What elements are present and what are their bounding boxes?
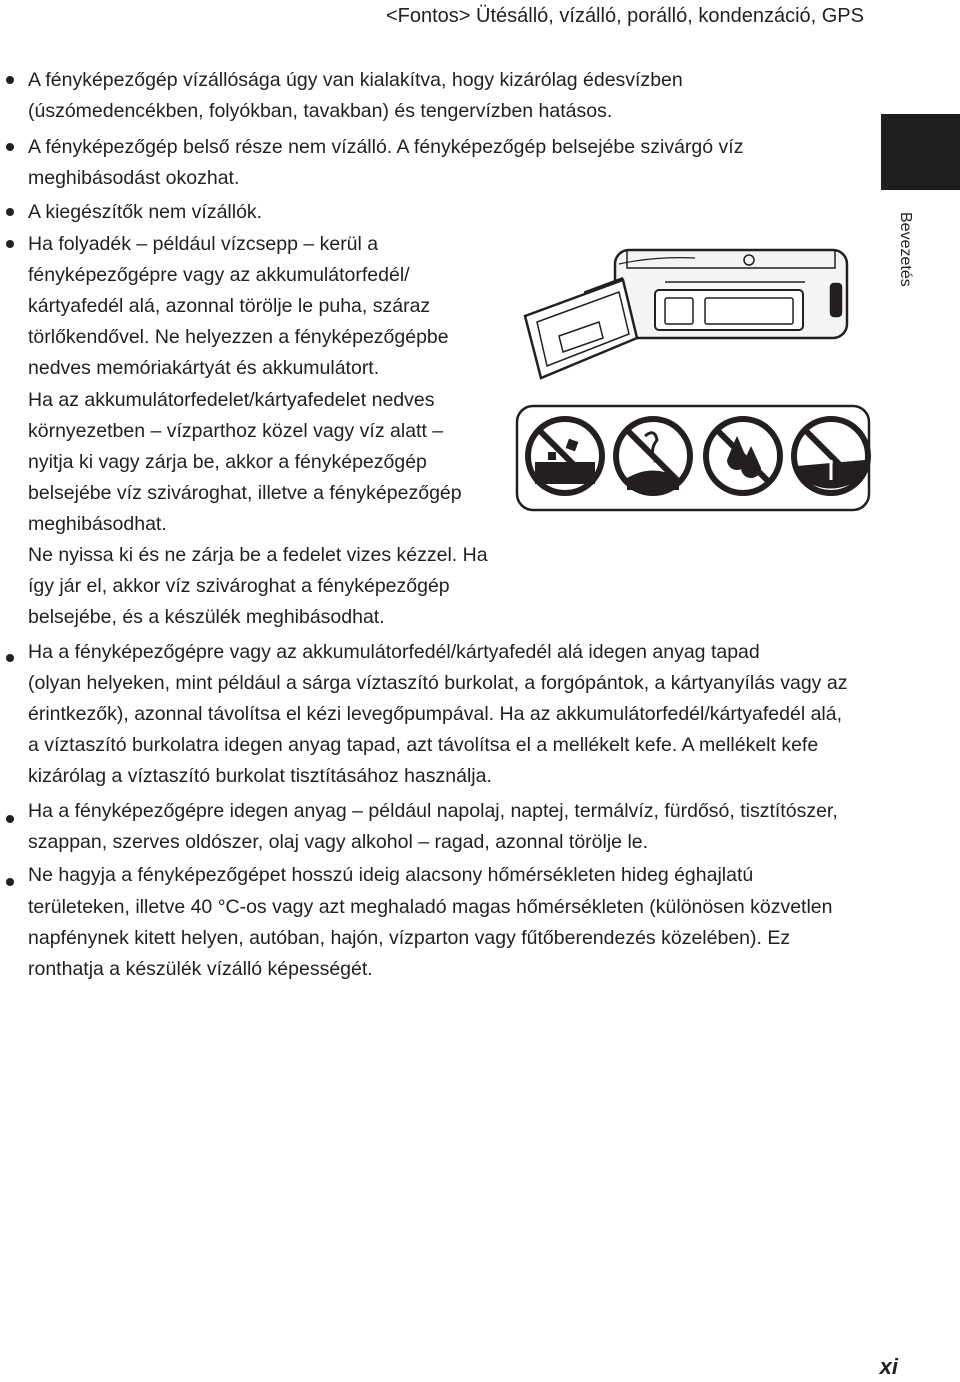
no-water-drop-icon	[706, 419, 780, 493]
bullet-6	[6, 815, 14, 823]
page-number: xi	[879, 1354, 898, 1379]
paragraph-line: belsejébe, és a készülék meghibásodhat.	[28, 606, 385, 628]
bullet-4	[6, 240, 14, 248]
paragraph-line: (úszómedencékben, folyókban, tavakban) és tengervízben hatásos.	[28, 100, 613, 122]
paragraph-line: törlőkendővel. Ne helyezzen a fényképezőgépbe	[28, 326, 449, 348]
paragraph-line: A fényképezőgép belső része nem vízálló. A fényképezőgép belsejébe szivárgó víz	[28, 136, 744, 158]
paragraph-line: (olyan helyeken, mint például a sárga víztaszító burkolat, a forgópántok, a kártyanyílás vagy az	[28, 672, 848, 694]
paragraph-line: ronthatja a készülék vízálló képességét.	[28, 958, 373, 980]
paragraph-line: meghibásodást okozhat.	[28, 167, 240, 189]
paragraph-line: belsejébe víz szivároghat, illetve a fényképezőgép	[28, 482, 462, 504]
paragraph-line: Ne hagyja a fényképezőgépet hosszú ideig alacsony hőmérsékleten hideg éghajlatú	[28, 864, 754, 886]
paragraph-line: Ne nyissa ki és ne zárja be a fedelet vizes kézzel. Ha	[28, 544, 488, 566]
paragraph-line: kizárólag a víztaszító burkolat tisztításához használja.	[28, 765, 492, 787]
paragraph-line: A fényképezőgép vízállósága úgy van kialakítva, hogy kizárólag édesvízben	[28, 69, 683, 91]
paragraph-line: Ha az akkumulátorfedelet/kártyafedelet nedves	[28, 389, 435, 411]
paragraph-line: a víztaszító burkolatra idegen anyag tapad, azt távolítsa el a mellékelt kefe. A mellékelt kefe	[28, 734, 819, 756]
paragraph-line: környezetben – vízparthoz közel vagy víz alatt –	[28, 420, 444, 442]
paragraph-line: nedves memóriakártyát és akkumulátort.	[28, 357, 380, 379]
section-tab-label	[882, 212, 932, 302]
paragraph-line: érintkezők), azonnal távolítsa el kézi levegőpumpával. Ha az akkumulátorfedél/kártyafedél alá,	[28, 703, 843, 725]
paragraph-line: A kiegészítők nem vízállók.	[28, 201, 263, 223]
paragraph-line: területeken, illetve 40 °C-os vagy azt meghaladó magas hőmérsékleten (különösen közvetlen	[28, 896, 833, 918]
paragraph-line: fényképezőgépre vagy az akkumulátorfedél/	[28, 264, 410, 286]
camera-open-cover-icon	[525, 250, 847, 378]
paragraph-line: nyitja ki vagy zárja be, akkor a fényképezőgép	[28, 451, 427, 473]
no-sand-icon	[528, 419, 602, 493]
bullet-1	[6, 76, 14, 84]
no-wet-hand-icon	[616, 419, 690, 493]
bullet-2	[6, 143, 14, 151]
bullet-5	[6, 654, 14, 662]
paragraph-line: meghibásodhat.	[28, 513, 167, 535]
paragraph-line: Ha folyadék – például vízcsepp – kerül a	[28, 233, 379, 255]
section-tab-text: Bevezetés	[897, 212, 914, 287]
paragraph-line: szappan, szerves oldószer, olaj vagy alkohol – ragad, azonnal törölje le.	[28, 831, 649, 853]
paragraph-line: így jár el, akkor víz szivároghat a fényképezőgép	[28, 575, 450, 597]
paragraph-line: Ha a fényképezőgépre vagy az akkumulátorfedél/kártyafedél alá idegen anyag tapad	[28, 641, 760, 663]
paragraph-line: Ha a fényképezőgépre idegen anyag – például napolaj, naptej, termálvíz, fürdősó, tisztítószer,	[28, 800, 838, 822]
paragraph-line: napfénynek kitett helyen, autóban, hajón, vízparton vagy fűtőberendezés közelében). Ez	[28, 927, 791, 949]
bullet-3	[6, 208, 14, 216]
section-tab-marker	[881, 114, 960, 190]
waterproof-cover-figure	[515, 238, 875, 513]
no-underwater-icon	[794, 419, 868, 493]
bullet-7	[6, 878, 14, 886]
page-header: <Fontos> Ütésálló, vízálló, porálló, kondenzáció, GPS	[385, 5, 864, 27]
paragraph-line: kártyafedél alá, azonnal törölje le puha, száraz	[28, 295, 431, 317]
